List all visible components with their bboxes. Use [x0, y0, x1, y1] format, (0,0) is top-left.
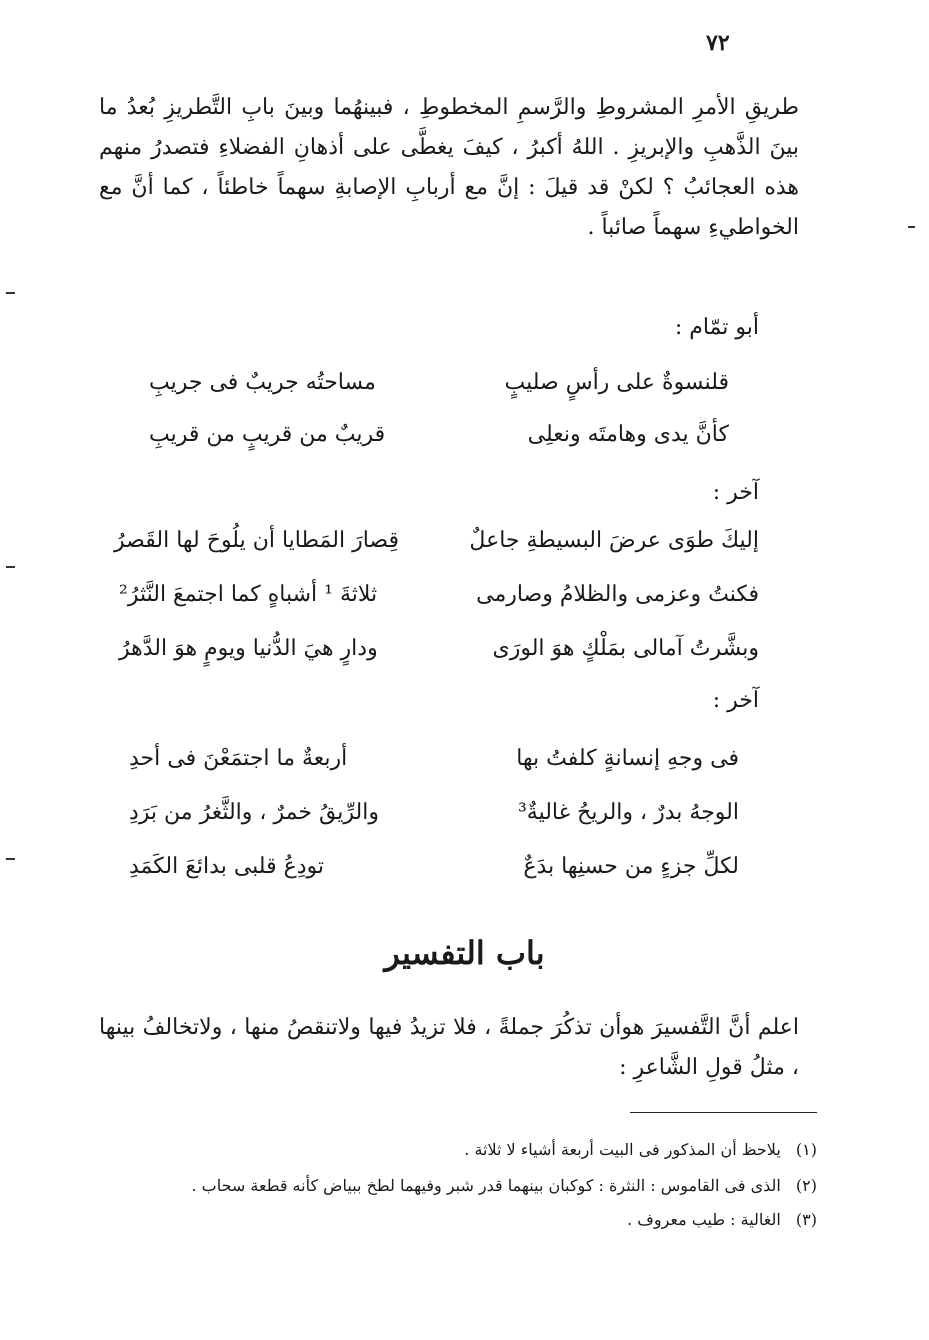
verse-line — [114, 528, 759, 568]
poet-name: أبو تمّام : — [674, 315, 759, 340]
verse-second-hemistich: ثلاثةَ ¹ أشباهٍ كما اجتمعَ النَّثرُ² — [119, 582, 378, 607]
verse-second-hemistich: ودارٍ هيَ الدُّنيا ويومٍ هوَ الدَّهرُ — [119, 636, 378, 661]
verse-line — [119, 582, 759, 622]
intro-paragraph-block — [99, 88, 799, 248]
scan-speck — [6, 292, 15, 294]
verse-first-hemistich: إليكَ طوَى عرضَ البسيطةِ جاعلٌ — [469, 528, 759, 553]
poet-name: آخر : — [712, 688, 759, 713]
verse-second-hemistich: أربعةٌ ما اجتمَعْنَ فى أحدِ — [129, 746, 348, 771]
chapter-paragraph-block — [99, 1008, 799, 1088]
footnote-number: (٣) — [795, 1210, 817, 1229]
footnote-text: الذى فى القاموس : النثرة : كوكبان بينهما قدر شبر وفيهما لطخ ببياض كأنه قطعة سحاب . — [191, 1176, 781, 1195]
verse-first-hemistich: الوجهُ بدرٌ ، والريحُ غاليةٌ³ — [517, 800, 739, 825]
page-number: ٧٢ — [706, 30, 730, 56]
footnote — [191, 1176, 817, 1195]
verse-first-hemistich: لكلِّ جزءٍ من حسنِها بدَعٌ — [523, 854, 739, 879]
verse-first-hemistich: قلنسوةٌ على رأسٍ صليبٍ — [504, 370, 729, 395]
chapter-title: باب التفسير — [384, 934, 545, 972]
verse-second-hemistich: قِصارَ المَطايا أن يلُوحَ لها القَصرُ — [114, 528, 399, 553]
footnote-number: (٢) — [795, 1176, 817, 1195]
verse-second-hemistich: تودِعُ قلبى بدائعَ الكَمَدِ — [129, 854, 325, 879]
verse-line — [129, 800, 739, 840]
footnote-text: يلاحظ أن المذكور فى البيت أربعة أشياء لا ثلاثة . — [464, 1140, 781, 1159]
verse-line — [119, 636, 759, 676]
scan-speck — [6, 858, 15, 860]
verse-first-hemistich: كأنَّ يدى وهامتَه ونعلِى — [527, 422, 729, 447]
footnote-divider — [630, 1112, 817, 1113]
verse-second-hemistich: قريبٌ من قريبٍ من قريبِ — [149, 422, 386, 447]
verse-first-hemistich: فكنتُ وعزمى والظلامُ وصارمى — [476, 582, 759, 607]
scan-speck — [908, 226, 915, 228]
verse-second-hemistich: والرِّيقُ خمرٌ ، والثَّغرُ من بَرَدِ — [129, 800, 379, 825]
footnote-text: الغالية : طيب معروف . — [627, 1210, 781, 1229]
verse-first-hemistich: فى وجهِ إنسانةٍ كلفتُ بها — [516, 746, 739, 771]
verse-second-hemistich: مساحتُه جريبٌ فى جريبِ — [149, 370, 376, 395]
footnote — [627, 1210, 817, 1229]
chapter-paragraph: اعلم أنَّ التَّفسيرَ هوأن تذكُرَ جملةً ، فلا تزيدُ فيها ولاتنقصُ منها ، ولاتخالفُ بينها ، مثلُ قولِ الشَّاعرِ : — [99, 1015, 799, 1080]
verse-line — [149, 370, 729, 410]
verse-line — [129, 854, 739, 894]
poet-name: آخر : — [712, 480, 759, 505]
scan-speck — [6, 566, 15, 568]
intro-paragraph: طريقِ الأمرِ المشروطِ والرَّسمِ المخطوطِ ، فبينهُما وبينَ بابِ التَّطريزِ بُعدُ ما بينَ الذَّهبِ والإبريزِ . اللهُ أكبرُ ، كيفَ يغطَّى على أذهانِ الفضلاءِ فتصدرُ منهم هذه العجائبُ ؟ لكنْ قد قيلَ : إنَّ مع أربابِ الإصابةِ سهماً خاطئاً ، كما أنَّ مع الخواطيءِ سهماً صائباً . — [99, 95, 799, 240]
footnote — [464, 1140, 817, 1159]
verse-first-hemistich: وبشَّرتُ آمالى بمَلْكٍ هوَ الورَى — [492, 636, 759, 661]
verse-line — [149, 422, 729, 462]
verse-line — [129, 746, 739, 786]
footnote-number: (١) — [795, 1140, 817, 1159]
